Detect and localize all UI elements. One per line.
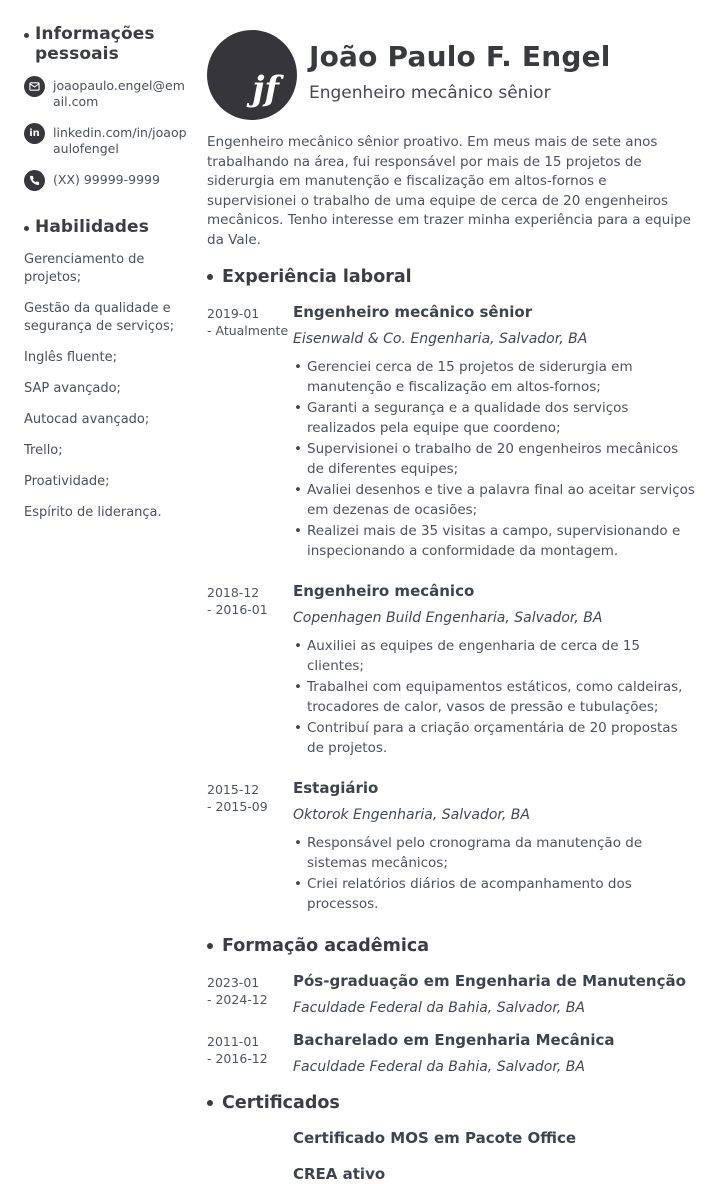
avatar	[207, 30, 297, 120]
skill-item: SAP avançado;	[24, 381, 121, 396]
entry-bullet: • Realizei mais de 35 visitas a campo, supervisionando e inspecionando a conformidade da montagem.	[293, 522, 695, 561]
email-value: joaopaulo.engel@email.com	[53, 78, 185, 109]
education-section-heading	[207, 935, 695, 957]
experience-section-heading	[207, 266, 695, 288]
entry-company: Eisenwald & Co. Engenharia, Salvador, BA	[293, 331, 588, 347]
candidate-job-title: Engenheiro mecânico sênior	[309, 83, 551, 103]
date-to: - 2016-01	[207, 602, 268, 617]
contact-item-email	[24, 76, 190, 110]
entry-bullet: • Supervisionei o trabalho de 20 engenheiros mecânicos de diferentes equipes;	[293, 440, 695, 479]
entry-dates	[207, 582, 293, 760]
personal-info-heading	[24, 24, 190, 64]
education-heading-label: Formação acadêmica	[222, 936, 430, 956]
entry-title: Pós-graduação em Engenharia de Manutenção	[293, 972, 686, 990]
entry-dates	[207, 303, 293, 563]
entry-dates	[207, 1031, 293, 1076]
resume-header	[207, 30, 695, 120]
entry-bullet: • Responsável pelo cronograma da manutenção de sistemas mecânicos;	[293, 834, 695, 873]
entry-body	[293, 972, 695, 1017]
bullet-dot-icon	[207, 274, 213, 280]
entry-title: Engenheiro mecânico	[293, 582, 475, 600]
entry-bullet: • Contribuí para a criação orçamentária de 20 propostas de projetos.	[293, 719, 695, 758]
bullet-dot-icon	[24, 33, 29, 38]
skill-item: Trello;	[24, 443, 63, 458]
entry-school: Faculdade Federal da Bahia, Salvador, BA	[293, 1059, 585, 1075]
date-to: - Atualmente	[207, 323, 289, 338]
entry-bullet: • Avaliei desenhos e tive a palavra final ao aceitar serviços em dezenas de ocasiões;	[293, 481, 695, 520]
certificates-section-heading	[207, 1092, 695, 1114]
entry-bullet-list	[293, 358, 695, 561]
entry-body	[293, 1031, 695, 1076]
phone-icon	[24, 170, 45, 191]
entry-company: Copenhagen Build Engenharia, Salvador, BA	[293, 610, 603, 626]
header-text	[297, 30, 611, 120]
certificate-item: Certificado MOS em Pacote Office	[293, 1129, 577, 1147]
experience-heading-label: Experiência laboral	[222, 267, 412, 287]
skill-item: Autocad avançado;	[24, 412, 150, 427]
linkedin-icon: in	[24, 123, 45, 144]
experience-entry	[207, 582, 695, 760]
contact-item-phone	[24, 170, 190, 191]
entry-bullet: • Criei relatórios diários de acompanhamento dos processos.	[293, 875, 695, 914]
entry-body	[293, 582, 695, 760]
date-to: - 2016-12	[207, 1051, 268, 1066]
entry-body	[293, 303, 695, 563]
entry-bullet: • Garanti a segurança e a qualidade dos serviços realizados pela equipe que coordeno;	[293, 399, 695, 438]
personal-info-heading-label: Informações pessoais	[35, 24, 155, 64]
sidebar	[24, 24, 200, 1021]
avatar-initials: jf	[252, 69, 279, 109]
entry-title: Engenheiro mecânico sênior	[293, 303, 533, 321]
date-from: 2018-12	[207, 585, 260, 600]
entry-bullet-list	[293, 637, 695, 758]
candidate-name: João Paulo F. Engel	[309, 40, 611, 73]
entry-school: Faculdade Federal da Bahia, Salvador, BA	[293, 1000, 585, 1016]
skill-item: Espírito de liderança.	[24, 505, 162, 520]
date-from: 2011-01	[207, 1034, 260, 1049]
main-column	[200, 24, 695, 1183]
skill-item: Gestão da qualidade e segurança de serviços;	[24, 301, 175, 334]
certificates-heading-label: Certificados	[222, 1093, 340, 1113]
entry-body	[293, 779, 695, 916]
bullet-dot-icon	[207, 1100, 213, 1106]
skills-section	[24, 217, 190, 522]
date-from: 2019-01	[207, 306, 260, 321]
linkedin-value: linkedin.com/in/joaopaulofengel	[53, 125, 187, 156]
bullet-dot-icon	[207, 943, 213, 949]
skills-list	[24, 251, 190, 522]
entry-title: Bacharelado em Engenharia Mecânica	[293, 1031, 615, 1049]
education-entry	[207, 972, 695, 1017]
entry-company: Oktorok Engenharia, Salvador, BA	[293, 807, 530, 823]
certificate-item: CREA ativo	[293, 1165, 386, 1183]
date-to: - 2024-12	[207, 992, 268, 1007]
email-icon	[24, 76, 45, 97]
skill-item: Gerenciamento de projetos;	[24, 252, 145, 285]
phone-value: (XX) 99999-9999	[53, 172, 160, 187]
professional-summary: Engenheiro mecânico sênior proativo. Em meus mais de sete anos trabalhando na área, fui responsável por mais de 15 projetos de siderurgia em manutenção e fiscalização em altos-fornos e supervisionei o trabalho de uma equipe de cerca de 20 engenheiros mecânicos. Tenho interesse em trazer minha experiência para a equipe da Vale.	[207, 134, 691, 248]
experience-entry	[207, 779, 695, 916]
date-from: 2015-12	[207, 782, 260, 797]
skill-item: Proatividade;	[24, 474, 110, 489]
skills-heading-label: Habilidades	[35, 217, 149, 237]
experience-entry	[207, 303, 695, 563]
contact-list	[24, 76, 190, 191]
entry-title: Estagiário	[293, 779, 379, 797]
entry-dates	[207, 779, 293, 916]
entry-bullet: • Auxiliei as equipes de engenharia de cerca de 15 clientes;	[293, 637, 695, 676]
education-entry	[207, 1031, 695, 1076]
bullet-dot-icon	[24, 226, 29, 231]
contact-item-linkedin	[24, 123, 190, 157]
entry-bullet-list	[293, 834, 695, 914]
entry-bullet: • Gerenciei cerca de 15 projetos de siderurgia em manutenção e fiscalização em altos-fornos;	[293, 358, 695, 397]
date-to: - 2015-09	[207, 799, 268, 814]
skill-item: Inglês fluente;	[24, 350, 117, 365]
date-from: 2023-01	[207, 975, 260, 990]
entry-bullet: • Trabalhei com equipamentos estáticos, como caldeiras, trocadores de calor, vasos de pressão e tubulações;	[293, 678, 695, 717]
entry-dates	[207, 972, 293, 1017]
skills-heading	[24, 217, 190, 237]
